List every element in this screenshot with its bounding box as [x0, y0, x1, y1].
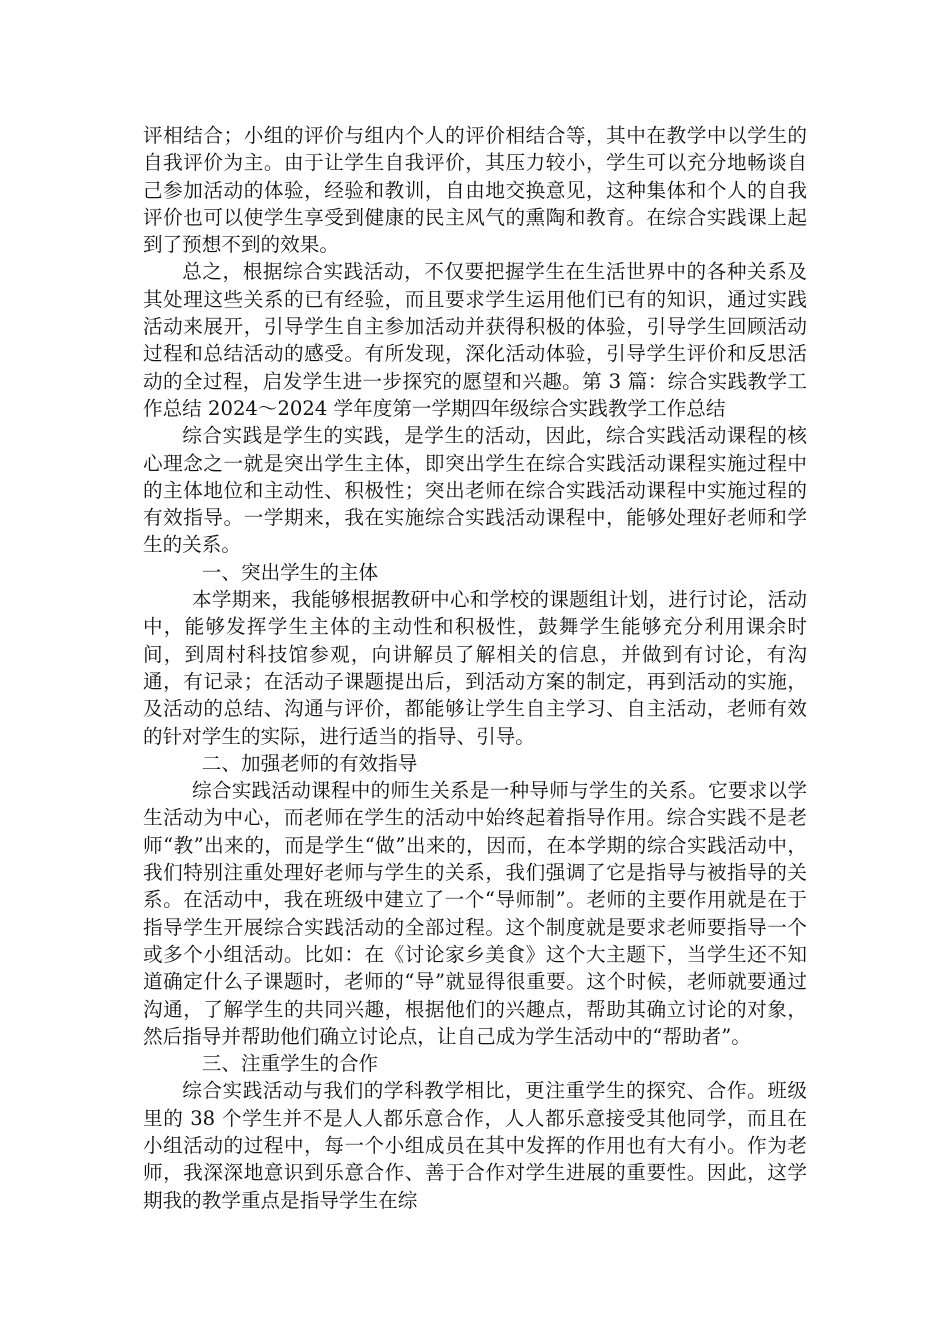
section-heading-1: 一、突出学生的主体 — [201, 560, 379, 584]
paragraph-section-3: 综合实践活动与我们的学科教学相比，更注重学生的探究、合作。班级里的 38 个学生并不是人人都乐意合作，人人都乐意接受其他同学，而且在小组活动的过程中，每一个小组成员在其中发挥的作用也有大有小。作为老师，我深深地意识到乐意合作、善于合作对学生进展的重要性。因此，这学期我的教学重点是指导学生在综 — [143, 1079, 807, 1212]
paragraph-summary: 总之，根据综合实践活动，不仅要把握学生在生活世界中的各种关系及其处理这些关系的已有经验，而且要求学生运用他们已有的知识，通过实践活动来展开，引导学生自主参加活动并获得积极的体验，引导学生回顾活动过程和总结活动的感受。有所发现，深化活动体验，引导学生评价和反思活动的全过程，启发学生进一步探究的愿望和兴趣。第 3 篇：综合实践教学工作总结 2024～2024 学年度第一学期四年级综合实践教学工作总结 — [143, 260, 807, 420]
paragraph-evaluation: 评相结合；小组的评价与组内个人的评价相结合等，其中在教学中以学生的自我评价为主。由于让学生自我评价，其压力较小，学生可以充分地畅谈自己参加活动的体验，经验和教训，自由地交换意见，这种集体和个人的自我评价也可以使学生享受到健康的民主风气的熏陶和教育。在综合实践课上起到了预想不到的效果。 — [143, 124, 807, 257]
paragraph-section-2: 综合实践活动课程中的师生关系是一种导师与学生的关系。它要求以学生活动为中心，而老师在学生的活动中始终起着指导作用。综合实践不是老师“教”出来的，而是学生“做”出来的，因而，在本学期的综合实践活动中，我们特别注重处理好老师与学生的关系，我们强调了它是指导与被指导的关系。在活动中，我在班级中建立了一个“导师制”。老师的主要作用就是在于指导学生开展综合实践活动的全部过程。这个制度就是要求老师要指导一个或多个小组活动。比如：在《讨论家乡美食》这个大主题下，当学生还不知道确定什么子课题时，老师的“导”就显得很重要。这个时候，老师就要通过沟通，了解学生的共同兴趣，根据他们的兴趣点，帮助其确立讨论的对象，然后指导并帮助他们确立讨论点，让自己成为学生活动中的“帮助者”。 — [143, 779, 807, 1048]
document-body — [143, 122, 807, 1214]
paragraph-section-1: 本学期来，我能够根据教研中心和学校的课题组计划，进行讨论，活动中，能够发挥学生主体的主动性和积极性，鼓舞学生能够充分利用课余时间，到周村科技馆参观，向讲解员了解相关的信息，并做到有讨论，有沟通，有记录；在活动子课题提出后，到活动方案的制定，再到活动的实施，及活动的总结、沟通与评价，都能够让学生自主学习、自主活动，老师有效的针对学生的实际，进行适当的指导、引导。 — [143, 588, 807, 748]
section-heading-3: 三、注重学生的合作 — [201, 1052, 379, 1076]
section-heading-2: 二、加强老师的有效指导 — [201, 751, 418, 775]
paragraph-intro: 综合实践是学生的实践，是学生的活动，因此，综合实践活动课程的核心理念之一就是突出学生主体，即突出学生在综合实践活动课程实施过程中的主体地位和主动性、积极性；突出老师在综合实践活动课程中实施过程的有效指导。一学期来，我在实施综合实践活动课程中，能够处理好老师和学生的关系。 — [143, 424, 807, 557]
